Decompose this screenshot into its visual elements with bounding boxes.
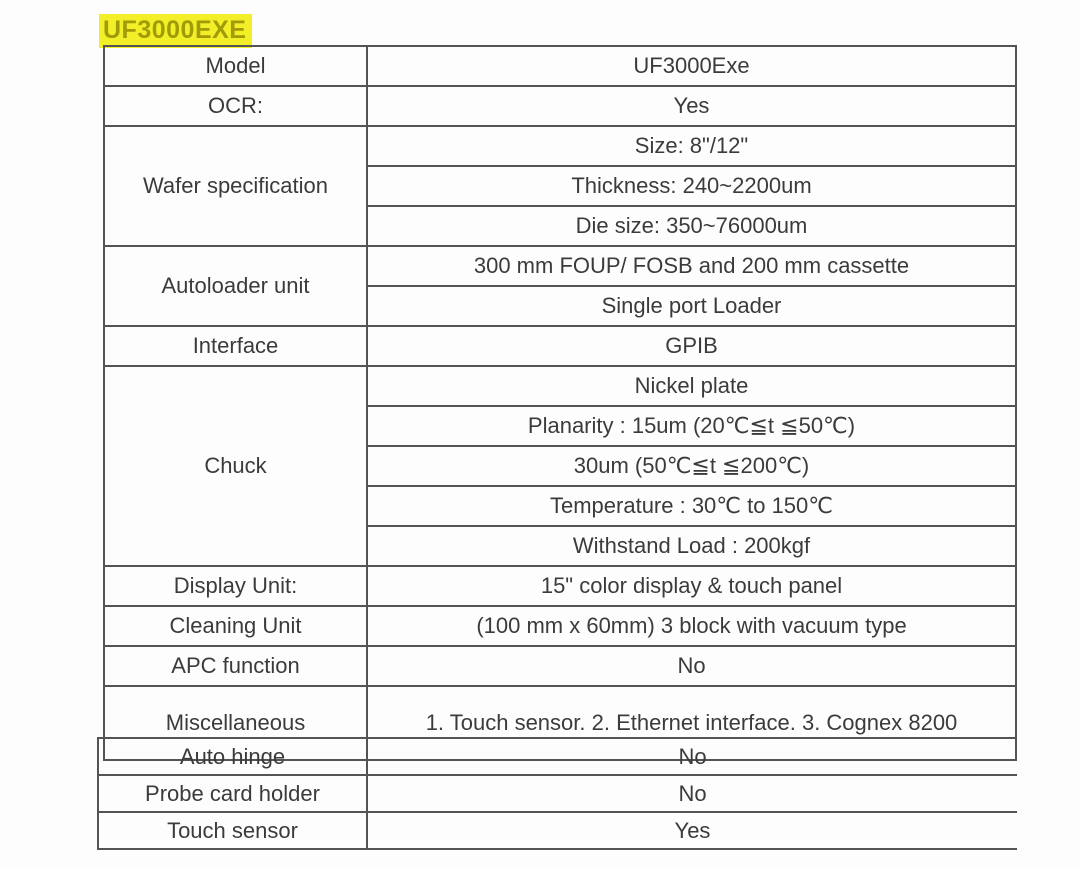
spec-label-model: Model	[104, 46, 367, 86]
table-row	[104, 326, 1016, 366]
spec-value-interface: GPIB	[367, 326, 1016, 366]
spec-value-chuck-temperature: Temperature : 30℃ to 150℃	[367, 486, 1016, 526]
spec-value-autoloader-port: Single port Loader	[367, 286, 1016, 326]
spec-label-interface: Interface	[104, 326, 367, 366]
spec-label-chuck: Chuck	[104, 366, 367, 566]
addon-value-probe-card-holder: No	[367, 775, 1017, 812]
spec-table	[103, 45, 1017, 761]
table-row	[98, 775, 1017, 812]
spec-value-wafer-size: Size: 8"/12"	[367, 126, 1016, 166]
table-row	[104, 246, 1016, 286]
spec-label-cleaning-unit: Cleaning Unit	[104, 606, 367, 646]
spec-value-chuck-load: Withstand Load : 200kgf	[367, 526, 1016, 566]
spec-value-display-unit: 15" color display & touch panel	[367, 566, 1016, 606]
spec-label-miscellaneous: Miscellaneous	[104, 686, 367, 760]
table-row	[104, 46, 1016, 86]
spec-label-apc-function: APC function	[104, 646, 367, 686]
spec-value-chuck-planarity: Planarity : 15um (20℃≦t ≦50℃)	[367, 406, 1016, 446]
spec-value-apc-function: No	[367, 646, 1016, 686]
spec-value-chuck-planarity-high: 30um (50℃≦t ≦200℃)	[367, 446, 1016, 486]
spec-value-autoloader-foup: 300 mm FOUP/ FOSB and 200 mm cassette	[367, 246, 1016, 286]
table-row	[104, 606, 1016, 646]
spec-value-wafer-die-size: Die size: 350~76000um	[367, 206, 1016, 246]
addon-label-probe-card-holder: Probe card holder	[98, 775, 367, 812]
spec-value-ocr: Yes	[367, 86, 1016, 126]
spec-value-chuck-plate: Nickel plate	[367, 366, 1016, 406]
table-row	[98, 738, 1017, 775]
spec-label-wafer-specification: Wafer specification	[104, 126, 367, 246]
miscellaneous-text: 1. Touch sensor. 2. Ethernet interface. 3. Cognex 8200	[425, 709, 958, 735]
page-title: UF3000EXE	[99, 14, 252, 48]
addon-label-auto-hinge: Auto hinge	[98, 738, 367, 775]
addon-table	[97, 737, 1017, 850]
addon-value-auto-hinge: No	[367, 738, 1017, 775]
addon-label-touch-sensor: Touch sensor	[98, 812, 367, 849]
table-row	[104, 366, 1016, 406]
spec-value-wafer-thickness: Thickness: 240~2200um	[367, 166, 1016, 206]
table-row	[104, 86, 1016, 126]
table-row	[104, 126, 1016, 166]
table-row	[104, 566, 1016, 606]
addon-value-touch-sensor: Yes	[367, 812, 1017, 849]
spec-label-ocr: OCR:	[104, 86, 367, 126]
table-row	[98, 812, 1017, 849]
spec-label-autoloader-unit: Autoloader unit	[104, 246, 367, 326]
spec-value-cleaning-unit: (100 mm x 60mm) 3 block with vacuum type	[367, 606, 1016, 646]
table-row	[104, 646, 1016, 686]
spec-label-display-unit: Display Unit:	[104, 566, 367, 606]
spec-value-model: UF3000Exe	[367, 46, 1016, 86]
